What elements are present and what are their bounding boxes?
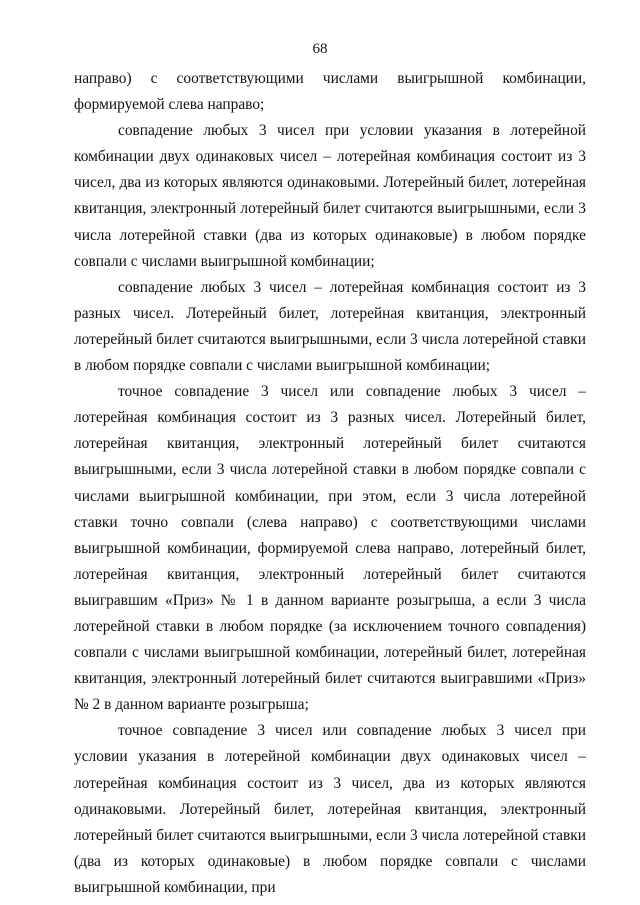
document-body: [74, 66, 586, 901]
paragraph: точное совпадение 3 чисел или совпадение любых 3 чисел – лотерейная комбинация состоит из 3 разных чисел. Лотерейный билет, лотерейная квитанция, электронный лотерейный билет считаются выигрышными, если 3 числа лотерейной ставки в любом порядке совпали с числами выигрышной комбинации, при этом, если 3 числа лотерейной ставки точно совпали (слева направо) с соответствующими числами выигрышной комбинации, формируемой слева направо, лотерейный билет, лотерейная квитанция, электронный лотерейный билет считаются выигравшим «Приз» № 1 в данном варианте розыгрыша, а если 3 числа лотерейной ставки в любом порядке (за исключением точного совпадения) совпали с числами выигрышной комбинации, лотерейный билет, лотерейная квитанция, электронный лотерейный билет считаются выигравшими «Приз» № 2 в данном варианте розыгрыша;: [74, 383, 586, 714]
paragraph: совпадение любых 3 чисел – лотерейная комбинация состоит из 3 разных чисел. Лотерейный билет, лотерейная квитанция, электронный лотерейный билет считаются выигрышными, если 3 числа лотерейной ставки в любом порядке совпали с числами выигрышной комбинации;: [74, 278, 586, 375]
paragraph-continuation: направо) с соответствующими числами выигрышной комбинации, формируемой слева направо;: [74, 70, 586, 114]
paragraph: совпадение любых 3 чисел при условии указания в лотерейной комбинации двух одинаковых чисел – лотерейная комбинация состоит из 3 чисел, два из которых являются одинаковыми. Лотерейный билет, лотерейная квитанция, электронный лотерейный билет считаются выигрышными, если 3 числа лотерейной ставки (два из которых одинаковые) в любом порядке совпали с числами выигрышной комбинации;: [74, 122, 586, 270]
paragraph: точное совпадение 3 чисел или совпадение любых 3 чисел при условии указания в лотерейной комбинации двух одинаковых чисел – лотерейная комбинация состоит из 3 чисел, два из которых являются одинаковыми. Лотерейный билет, лотерейная квитанция, электронный лотерейный билет считаются выигрышными, если 3 числа лотерейной ставки (два из которых одинаковые) в любом порядке совпали с числами выигрышной комбинации, при: [74, 722, 586, 896]
page-number: 68: [312, 41, 328, 57]
